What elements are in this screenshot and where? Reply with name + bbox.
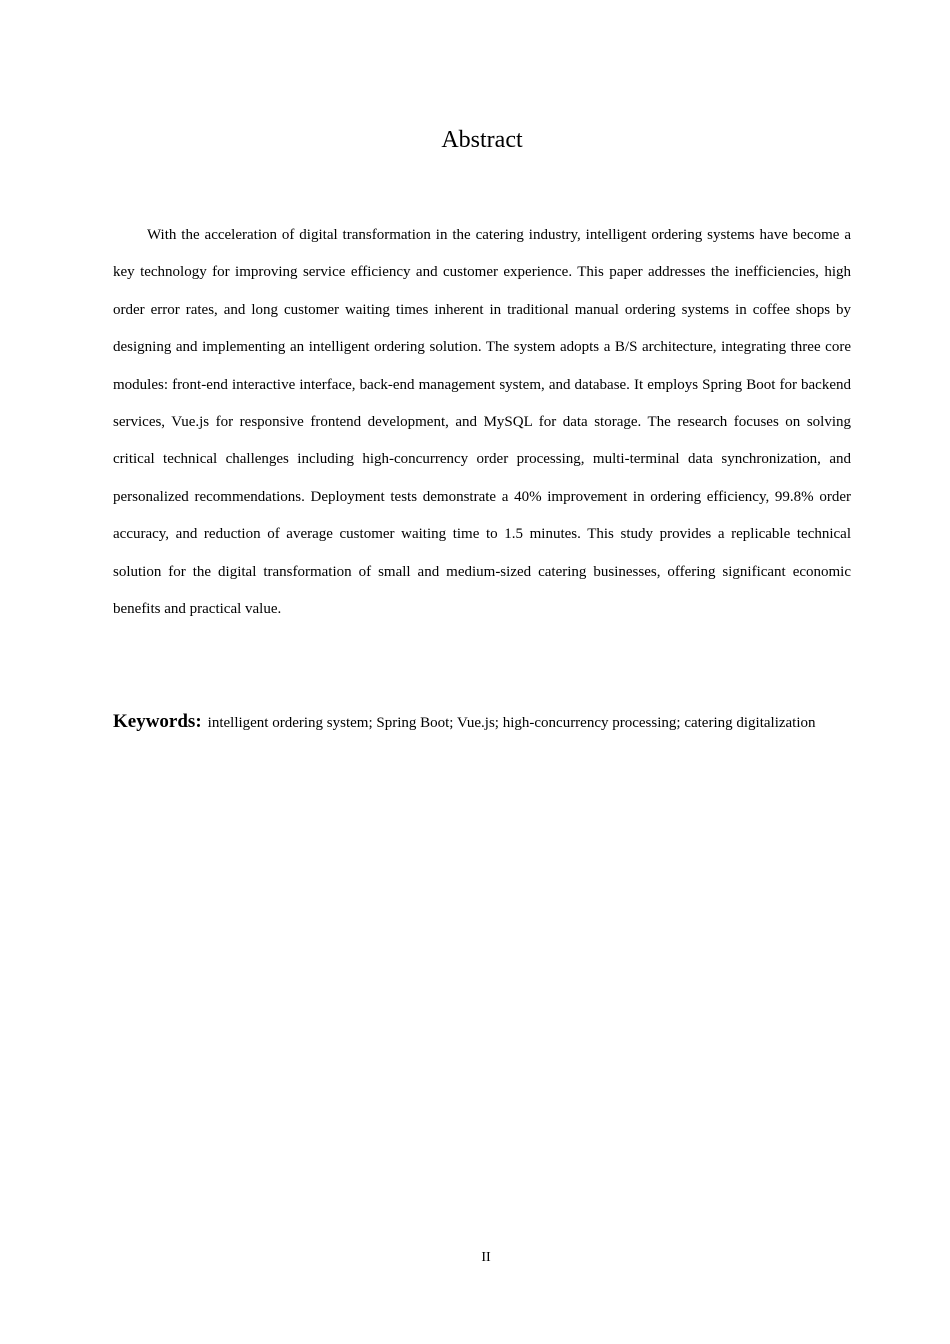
keywords-line [113, 706, 851, 739]
page-number: II [481, 1250, 491, 1265]
keywords-label: Keywords: [113, 711, 202, 732]
abstract-paragraph: With the acceleration of digital transformation in the catering industry, intelligent ordering systems have become a key technology for improving service efficiency and customer experience. This paper addresses the inefficiencies, high order error rates, and long customer waiting times inherent in traditional manual ordering systems in coffee shops by designing and implementing an intelligent ordering solution. The system adopts a B/S architecture, integrating three core modules: front-end interactive interface, back-end management system, and database. It employs Spring Boot for backend services, Vue.js for responsive frontend development, and MySQL for data storage. The research focuses on solving critical technical challenges including high-concurrency order processing, multi-terminal data synchronization, and personalized recommendations. Deployment tests demonstrate a 40% improvement in ordering efficiency, 99.8% order accuracy, and reduction of average customer waiting time to 1.5 minutes. This study provides a replicable technical solution for the digital transformation of small and medium-sized catering businesses, offering significant economic benefits and practical value. [113, 227, 851, 618]
page-title: Abstract [441, 127, 523, 153]
keywords-text: intelligent ordering system; Spring Boot; Vue.js; high-concurrency processing; catering digitalization [207, 715, 816, 731]
